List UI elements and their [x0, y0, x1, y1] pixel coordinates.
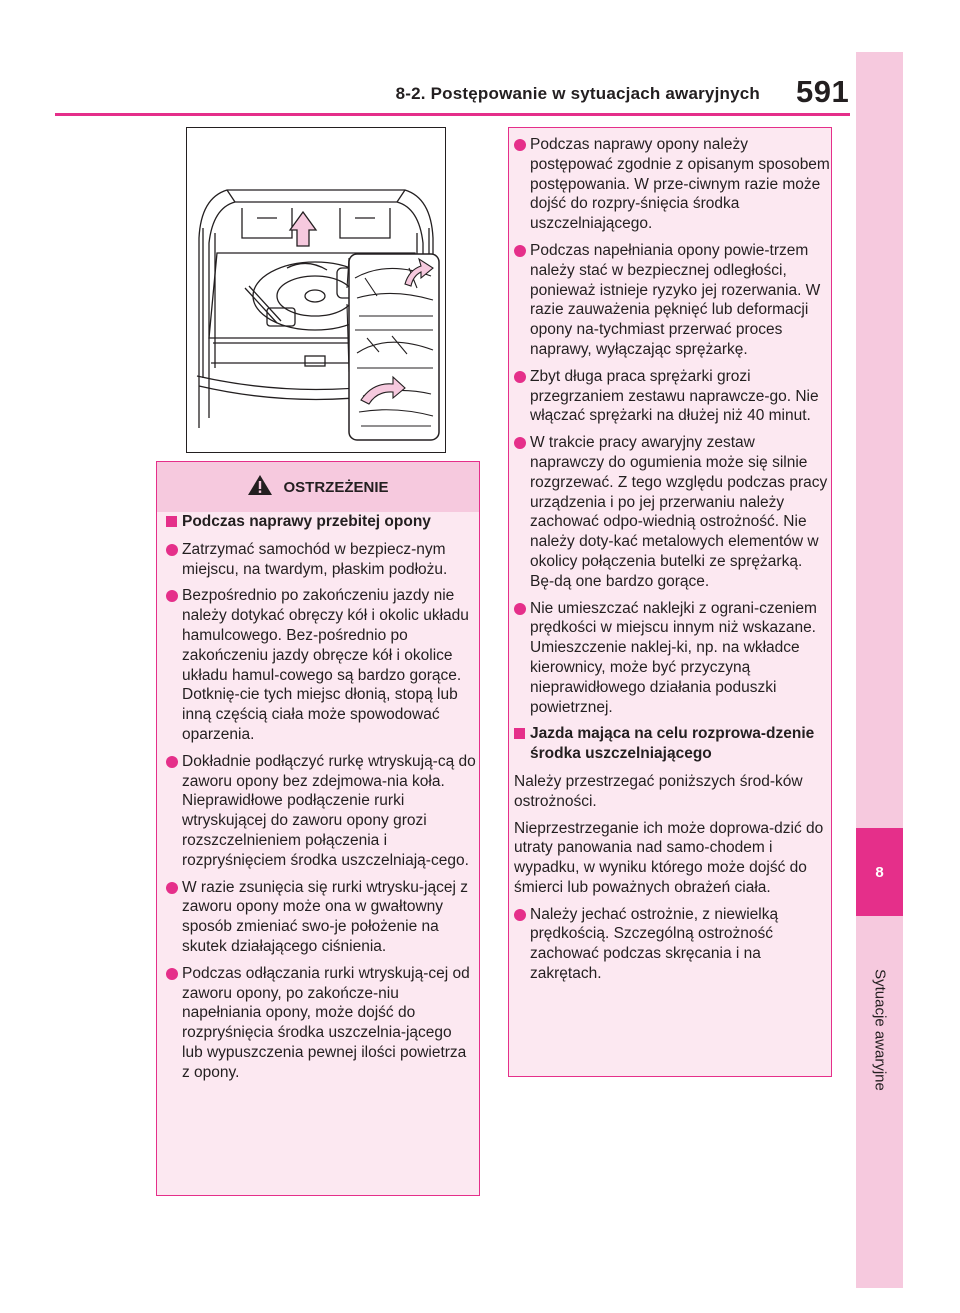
trunk-spare-tire-illustration — [187, 128, 445, 452]
chapter-side-tab — [856, 52, 903, 1288]
body-paragraph: Nieprzestrzeganie ich może doprowa-dzić do utraty panowania nad samo-chodem i wypadku, w wyniku którego może dojść do śmierci lub poważnych obrażeń ciała. — [514, 819, 824, 896]
header-rule — [55, 113, 850, 116]
warning-header — [157, 462, 479, 512]
chapter-tab-number: 8 — [856, 828, 903, 916]
body-paragraph: Należy przestrzegać poniższych środ-ków ostrożności. — [514, 772, 803, 810]
warning-bullet: Zbyt długa praca sprężarki grozi przegrzaniem zestawu naprawcze-go. Nie włączać sprężarki na dłużej niż 40 minut. — [514, 367, 830, 426]
warning-bullet: Zatrzymać samochód w bezpiecz-nym miejscu, na twardym, płaskim podłożu. — [166, 540, 476, 580]
section-title-sealant-driving: Jazda mająca na celu rozprowa-dzenie środka uszczelniającego — [514, 724, 830, 764]
warning-content — [166, 512, 476, 1090]
trunk-spare-tire-figure — [186, 127, 446, 453]
warning-title: OSTRZEŻENIE — [283, 478, 389, 496]
warning-bullet: W razie zsunięcia się rurki wtrysku-jącej z zaworu opony może ona w gwałtowny sposób zmieniać swo-je położenie na skutek działającego ciśnienia. — [166, 878, 476, 957]
warning-section-title: Podczas naprawy przebitej opony — [166, 512, 476, 532]
page-number: 591 — [796, 74, 850, 109]
running-header-title: 8-2. Postępowanie w sytuacjach awaryjnych — [395, 84, 760, 103]
chapter-tab-label: Sytuacje awaryjne — [871, 969, 889, 1091]
warning-continuation-content — [514, 135, 830, 991]
warning-bullet: Bezpośrednio po zakończeniu jazdy nie należy dotykać obręczy kół i okolic układu hamulcowego. Bez-pośrednio po zakończeniu jazdy obręcze kół i okolice układu hamul-cowego są bardzo gorące. Dotknię-cie tych miejsc dłonią, stopą lub inną częścią ciała może spowodować oparzenia. — [166, 586, 476, 744]
warning-bullet: Podczas naprawy opony należy postępować zgodnie z opisanym sposobem postępowania. W prze-ciwnym razie może dojść do rozpry-śnięcia środka uszczelniającego. — [514, 135, 830, 234]
warning-triangle-icon — [247, 474, 273, 500]
up-arrow-icon — [290, 212, 316, 246]
warning-bullet: Należy jechać ostrożnie, z niewielką prędkością. Szczególną ostrożność zachować podczas skręcania i na zakrętach. — [514, 905, 830, 984]
warning-bullet: W trakcie pracy awaryjny zestaw naprawczy do ogumienia może się silnie rozgrzewać. Z tego względu podczas pracy urządzenia i po jej przerwaniu należy zachować odpo-wiednią ostrożność. Nie należy doty-kać metalowych elementów w okolicy połączenia butelki ze sprężarką. Bę-dą one bardzo gorące. — [514, 433, 830, 591]
warning-bullet: Podczas odłączania rurki wtryskują-cej od zaworu opony, po zakończe-niu napełniania opony, może dojść do rozpryśnięcia środka uszczelnia-jącego lub wypuszczenia pewnej ilości powietrza z opony. — [166, 964, 476, 1083]
warning-bullet: Dokładnie podłączyć rurkę wtryskują-cą do zaworu opony bez zdejmowa-nia koła. Nieprawidłowe podłączenie rurki wtryskującej do zaworu opony grozi rozszczelnieniem połączenia i rozpryśnięciem środka uszczelniają-cego. — [166, 752, 476, 871]
warning-bullet: Podczas napełniania opony powie-trzem należy stać w bezpiecznej odległości, ponieważ istnieje ryzyko jej rozerwania. W razie zauważenia pęknięć lub deformacji opony na-tychmiast przerwać proces naprawy, wyłączając sprężarkę. — [514, 241, 830, 360]
warning-bullet: Nie umieszczać naklejki z ograni-czeniem prędkości w miejscu innym niż wskazane. Umieszczenie naklej-ki, np. na wkładce kierownicy, może być przyczyną nieprawidłowego działania poduszki powietrznej. — [514, 599, 830, 718]
